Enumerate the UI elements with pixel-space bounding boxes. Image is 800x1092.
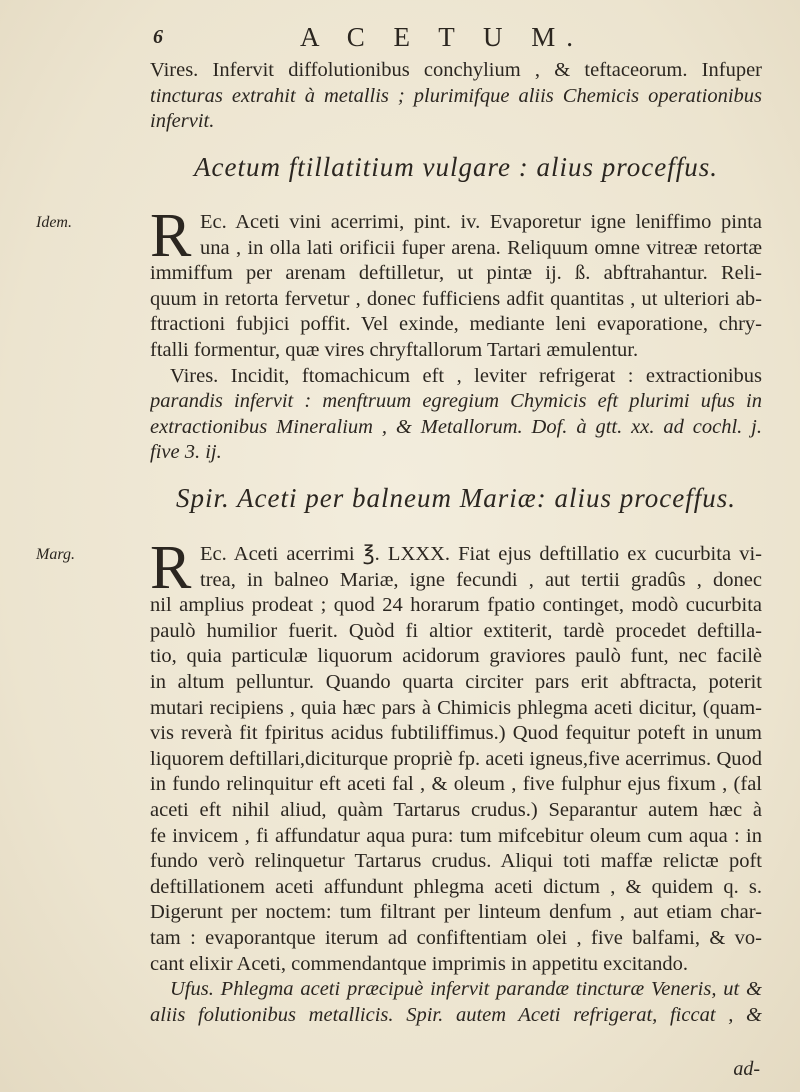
text-line: in fundo relinquitur eft aceti fal , & oleum , five fulphur ejus fixum , (fal [150,773,762,796]
text-line: trea, in balneo Mariæ, igne fecundi , aut tertii gradûs , donec [200,568,762,591]
text-line: nil amplius prodeat ; quod 24 horarum fpatio continget, modò cucurbita [150,594,762,617]
text-line: ftractioni fubjici poffit. Vel exinde, mediante leni evaporatione, chry- [150,313,762,336]
margin-note-idem: Idem. [36,214,72,231]
margin-note-marg: Marg. [36,546,75,563]
text-line: tincturas extrahit à metallis ; plurimifque aliis Chemicis operationibus [150,84,762,107]
text-line: fe invicem , fi affundatur aqua pura: tum mifcebitur oleum cum aqua : in [150,824,762,847]
text-line: cant elixir Aceti, commendantque imprimis in appetitu excitando. [150,952,688,975]
text-line: fundo verò relinquetur Tartarus crudus. Aliqui toti maffæ relictæ poft [150,850,762,873]
text-line: aliis folutionibus metallicis. Spir. autem Aceti refrigerat, ficcat , & [150,1003,762,1026]
text-line: extractionibus Mineralium , & Metallorum. Dof. à gtt. xx. ad cochl. j. [150,415,762,438]
text-line: quum in retorta fervetur , donec fufficiens adfit quantitas , ut ulteriori ab- [150,287,762,310]
text-line: Ec. Aceti acerrimi ℥. LXXX. Fiat ejus deftillatio ex cucurbita vi- [200,543,762,565]
text-line: aceti eft nihil aliud, quàm Tartarus crudus.) Separantur autem hæc à [150,798,762,821]
catchword: ad- [733,1058,760,1080]
text-line: paulò humilior fuerit. Quòd fi altior extiterit, tardè procedet deftilla- [150,619,762,642]
text-line: una , in olla lati orificii fuper arena. Reliquum omne vitreæ retortæ [200,236,762,259]
text-line: five 3. ij. [150,441,222,464]
text-line: Vires. Incidit, ftomachicum eft , leviter refrigerat : extractionibus [170,364,762,387]
section-2-body [150,542,762,1028]
page-number: 6 [153,26,163,48]
intro-paragraph [150,58,762,135]
dropcap-1: R [150,202,192,270]
text-line: deftillationem aceti affundunt phlegma aceti dictum , & quidem q. s. [150,875,762,898]
text-line: Digerunt per noctem: tum filtrant per linteum denfum , aut etiam char- [150,901,762,924]
text-line: in altum pelluntur. Quando quarta circiter pars erit abftracta, poterit [150,670,762,693]
dropcap-2: R [150,534,192,602]
text-line: immiffum per arenam deftilletur, ut pintæ ij. ß. abftrahantur. Reli- [150,262,762,285]
text-line: Vires. Infervit diffolutionibus conchylium , & teftaceorum. Infuper [150,59,762,81]
text-line: parandis infervit : menftruum egregium Chymicis eft plurimi ufus in [150,390,762,413]
section-1-body [150,210,762,466]
text-line: Ec. Aceti vini acerrimi, pint. iv. Evaporetur igne leniffimo pinta [200,211,762,233]
running-title: A C E T U M. [300,22,585,52]
text-line: tio, quia particulæ liquorum acidorum graviores paulò funt, nec facilè [150,645,762,668]
text-line: vis reverà fit fpiritus acidus fubtiliffimus.) Quod fequitur poteft in unum [150,722,762,745]
section-heading-2: Spir. Aceti per balneum Mariæ: alius proceffus. [176,483,736,513]
text-line: infervit. [150,110,215,133]
text-line: mutari recipiens , quia hæc pars à Chimicis phlegma aceti dicitur, (quam- [150,696,762,719]
text-line: Ufus. Phlegma aceti præcipuè infervit parandæ tincturæ Veneris, ut & [170,978,762,1001]
text-line: tam : evaporantque iterum ad confiftentiam olei , five balfami, & vo- [150,926,762,949]
text-line: liquorem deftillari,diciturque propriè fp. aceti igneus,five acerrimus. Quod [150,747,762,770]
section-heading-1: Acetum ftillatitium vulgare : alius proceffus. [194,152,718,182]
text-line: ftalli formentur, quæ vires chryftallorum Tartari æmulentur. [150,338,639,361]
